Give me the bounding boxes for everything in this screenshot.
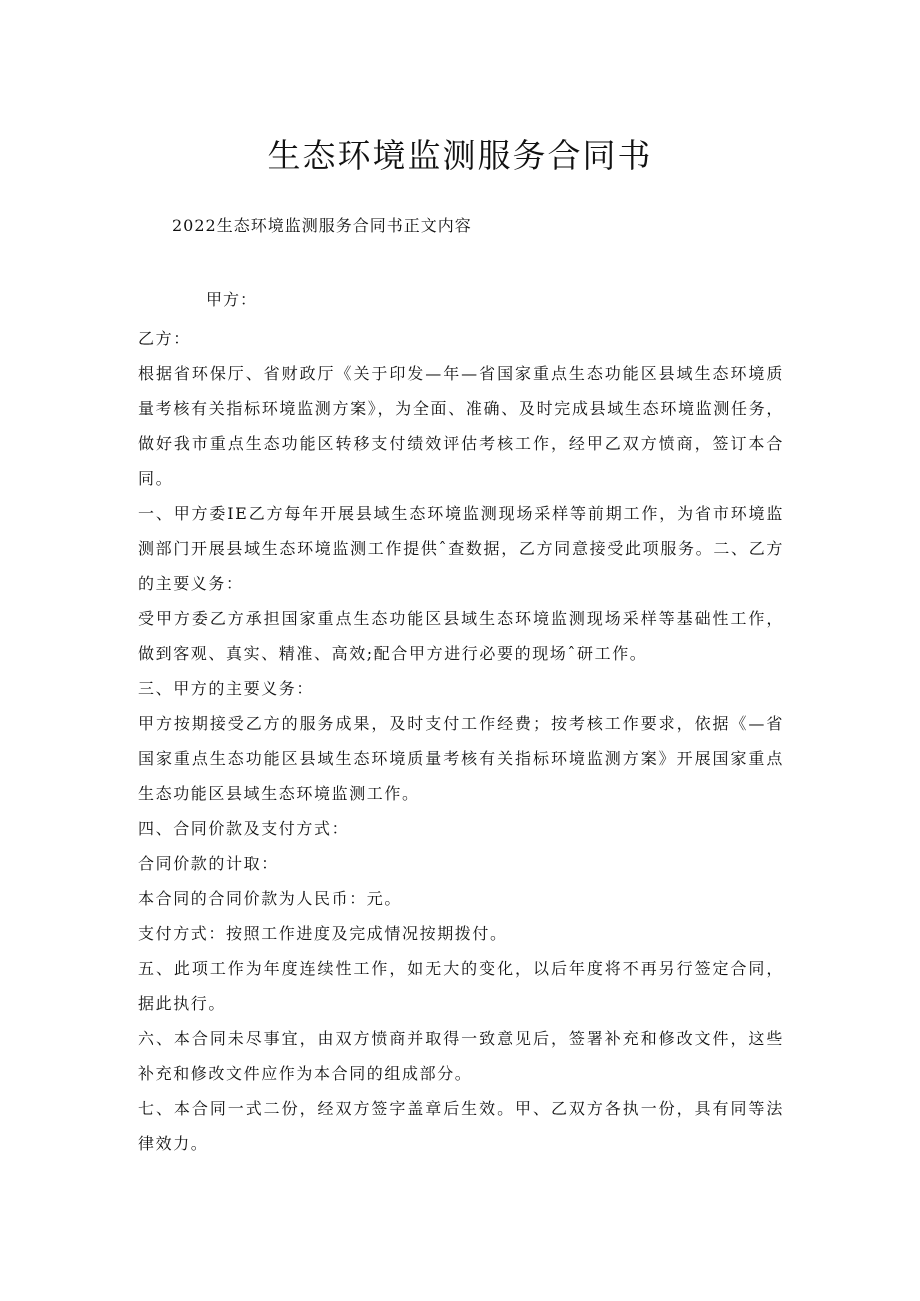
- document-subtitle: 2022生态环境监测服务合同书正文内容: [172, 216, 472, 235]
- party-b-label: 乙方：: [138, 329, 191, 348]
- clause-three-heading: 三、甲方的主要义务：: [138, 679, 315, 698]
- party-b-duties-paragraph: 受甲方委乙方承担国家重点生态功能区县域生态环境监测现场采样等基础性工作，做到客观、真实、精准、高效;配合甲方进行必要的现场ˆ研工作。: [138, 609, 784, 663]
- party-a-duties-paragraph: 甲方按期接受乙方的服务成果，及时支付工作经费；按考核工作要求，依据《—省国家重点生态功能区县域生态环境质量考核有关指标环境监测方案》开展国家重点生态功能区县域生态环境监测工作。: [138, 714, 784, 803]
- clause-one-paragraph: 一、甲方委IE乙方每年开展县域生态环境监测现场采样等前期工作，为省市环境监测部门开展县域生态环境监测工作提供ˆ查数据，乙方同意接受此项服务。二、乙方的主要义务：: [138, 504, 784, 593]
- clause-seven-paragraph: 七、本合同一式二份，经双方签字盖章后生效。甲、乙双方各执一份，具有同等法律效力。: [138, 1099, 784, 1153]
- clause-four-heading: 四、合同价款及支付方式：: [138, 819, 350, 838]
- contract-body: [138, 321, 784, 1161]
- clause-five-paragraph: 五、此项工作为年度连续性工作，如无大的变化，以后年度将不再另行签定合同，据此执行。: [138, 959, 784, 1013]
- document-title: 生态环境监测服务合同书: [267, 136, 653, 175]
- party-a-label: 甲方：: [206, 290, 258, 309]
- clause-six-paragraph: 六、本合同未尽事宜，由双方愤商并取得一致意见后，签署补充和修改文件，这些补充和修改文件应作为本合同的组成部分。: [138, 1029, 784, 1083]
- payment-method-line: 支付方式：按照工作进度及完成情况按期拨付。: [138, 924, 508, 943]
- price-calculation-label: 合同价款的计取：: [138, 854, 279, 873]
- contract-price-line: 本合同的合同价款为人民币：元。: [138, 889, 403, 908]
- preamble-paragraph: 根据省环保厅、省财政厅《关于印发—年—省国家重点生态功能区县域生态环境质量考核有关指标环境监测方案》，为全面、准确、及时完成县域生态环境监测任务，做好我市重点生态功能区转移支付绩效评估考核工作，经甲乙双方愤商，签订本合同。: [138, 364, 784, 488]
